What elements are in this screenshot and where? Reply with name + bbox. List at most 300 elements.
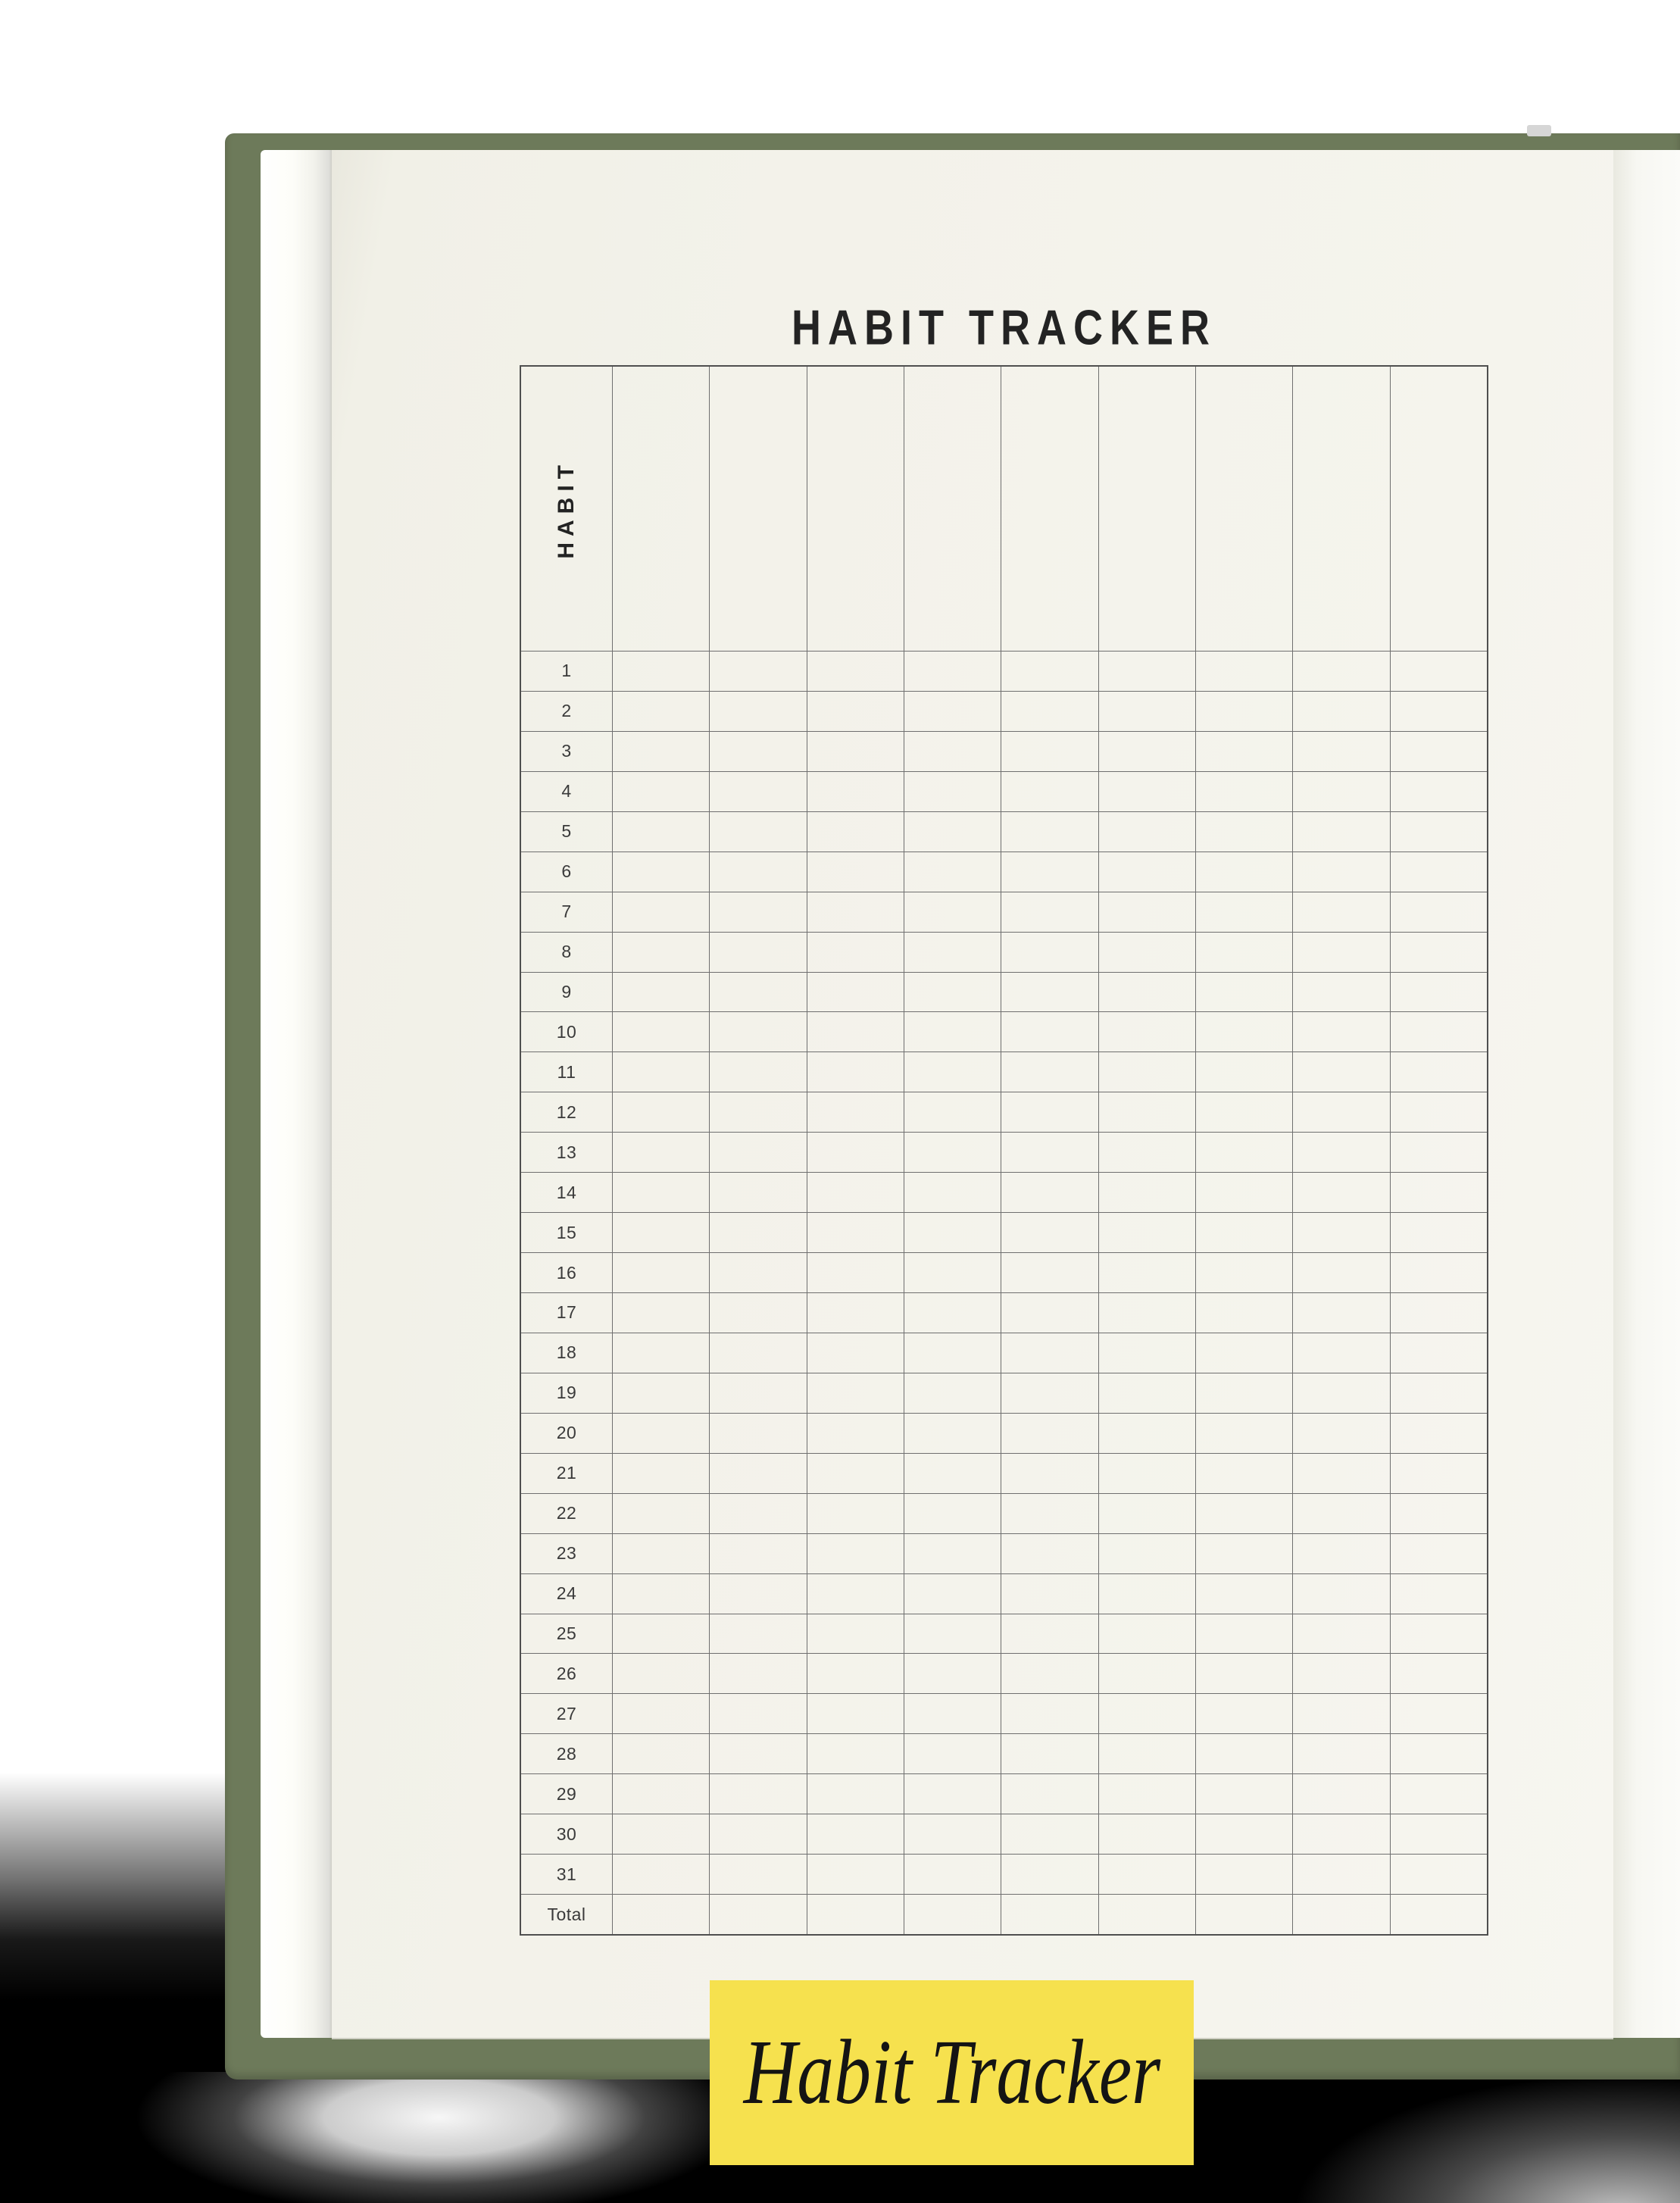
day-cell xyxy=(1391,772,1487,811)
day-cell xyxy=(710,1213,807,1252)
day-cell xyxy=(1099,692,1196,731)
row-label: 15 xyxy=(521,1213,613,1252)
day-cell xyxy=(1001,1574,1098,1614)
day-cell xyxy=(1391,1855,1487,1894)
day-cell xyxy=(1391,732,1487,771)
day-cell xyxy=(710,1373,807,1413)
day-cell xyxy=(904,1012,1001,1052)
day-cell xyxy=(1391,1534,1487,1573)
day-cell xyxy=(1196,933,1293,972)
day-cell xyxy=(1099,892,1196,932)
day-cell xyxy=(1001,1895,1098,1934)
day-cell xyxy=(807,852,904,892)
day-cell xyxy=(1196,1534,1293,1573)
table-row xyxy=(521,892,1487,932)
day-cell xyxy=(1293,1814,1390,1854)
day-cell xyxy=(904,1895,1001,1934)
table-row xyxy=(521,1413,1487,1453)
day-cell xyxy=(613,1654,710,1693)
day-cell xyxy=(1001,1414,1098,1453)
table-row xyxy=(521,1212,1487,1252)
day-cell xyxy=(710,1694,807,1733)
day-cell xyxy=(613,1213,710,1252)
day-cell xyxy=(613,812,710,852)
day-cell xyxy=(1099,1092,1196,1132)
day-cell xyxy=(1391,812,1487,852)
row-label: 4 xyxy=(521,772,613,811)
day-cell xyxy=(1099,1454,1196,1493)
row-label: 2 xyxy=(521,692,613,731)
day-cell xyxy=(1196,1614,1293,1654)
day-cell xyxy=(613,1173,710,1212)
row-label: 8 xyxy=(521,933,613,972)
row-label: 12 xyxy=(521,1092,613,1132)
day-cell xyxy=(1293,1092,1390,1132)
day-cell xyxy=(904,812,1001,852)
day-cell xyxy=(1099,1333,1196,1373)
table-row xyxy=(521,1292,1487,1333)
row-label: 3 xyxy=(521,732,613,771)
day-cell xyxy=(807,1293,904,1333)
row-label: 9 xyxy=(521,973,613,1012)
day-cell xyxy=(1391,1895,1487,1934)
day-cell xyxy=(1001,1373,1098,1413)
day-cell xyxy=(1099,1774,1196,1814)
day-cell xyxy=(710,1052,807,1092)
day-cell xyxy=(1293,1414,1390,1453)
day-cell xyxy=(1391,1173,1487,1212)
day-cell xyxy=(1196,852,1293,892)
day-cell xyxy=(1001,1253,1098,1292)
day-cell xyxy=(1196,1414,1293,1453)
day-cell xyxy=(1099,1414,1196,1453)
habit-name-cell xyxy=(807,367,904,651)
table-row xyxy=(521,651,1487,691)
day-cell xyxy=(1001,1173,1098,1212)
page-stack-right-edge xyxy=(1613,150,1680,2038)
day-cell xyxy=(710,692,807,731)
day-cell xyxy=(1391,1012,1487,1052)
day-cell xyxy=(904,1052,1001,1092)
habit-column-header: HABIT xyxy=(521,367,613,651)
day-cell xyxy=(1099,933,1196,972)
day-cell xyxy=(1001,1454,1098,1493)
day-cell xyxy=(710,732,807,771)
day-cell xyxy=(1293,1213,1390,1252)
row-label: 6 xyxy=(521,852,613,892)
day-cell xyxy=(1001,1814,1098,1854)
day-cell xyxy=(1391,692,1487,731)
day-cell xyxy=(613,692,710,731)
day-cell xyxy=(1293,1574,1390,1614)
day-cell xyxy=(1391,1293,1487,1333)
day-cell xyxy=(807,1774,904,1814)
day-cell xyxy=(710,1774,807,1814)
row-label: 10 xyxy=(521,1012,613,1052)
day-cell xyxy=(1196,692,1293,731)
day-cell xyxy=(1293,852,1390,892)
day-cell xyxy=(807,933,904,972)
row-label: 22 xyxy=(521,1494,613,1533)
day-cell xyxy=(904,1734,1001,1773)
day-cell xyxy=(1391,1494,1487,1533)
row-label: 29 xyxy=(521,1774,613,1814)
day-cell xyxy=(807,1574,904,1614)
day-cell xyxy=(710,1293,807,1333)
day-cell xyxy=(1099,1534,1196,1573)
day-cell xyxy=(1391,1092,1487,1132)
day-cell xyxy=(1293,1614,1390,1654)
day-cell xyxy=(1293,732,1390,771)
day-cell xyxy=(1196,973,1293,1012)
row-label: 5 xyxy=(521,812,613,852)
table-row xyxy=(521,972,1487,1012)
day-cell xyxy=(1293,1694,1390,1733)
day-cell xyxy=(613,1092,710,1132)
row-label: 17 xyxy=(521,1293,613,1333)
product-caption-badge: Habit Tracker xyxy=(710,1980,1194,2165)
day-cell xyxy=(807,1494,904,1533)
day-cell xyxy=(904,1814,1001,1854)
day-cell xyxy=(1001,692,1098,731)
day-cell xyxy=(1196,1293,1293,1333)
habit-name-cell xyxy=(904,367,1001,651)
day-cell xyxy=(613,1614,710,1654)
day-cell xyxy=(904,1293,1001,1333)
table-row xyxy=(521,1011,1487,1052)
day-cell xyxy=(1099,1012,1196,1052)
day-cell xyxy=(1391,973,1487,1012)
habit-name-cell xyxy=(1391,367,1487,651)
table-row xyxy=(521,1614,1487,1654)
day-cell xyxy=(807,892,904,932)
day-cell xyxy=(1391,1133,1487,1172)
table-row xyxy=(521,1773,1487,1814)
row-label: 16 xyxy=(521,1253,613,1292)
day-cell xyxy=(613,1694,710,1733)
day-cell xyxy=(710,1814,807,1854)
day-cell xyxy=(710,933,807,972)
day-cell xyxy=(1001,1333,1098,1373)
day-cell xyxy=(1196,812,1293,852)
day-cell xyxy=(1099,1614,1196,1654)
day-cell xyxy=(1293,692,1390,731)
day-cell xyxy=(613,1574,710,1614)
day-cell xyxy=(613,1494,710,1533)
day-cell xyxy=(1391,852,1487,892)
day-cell xyxy=(807,1052,904,1092)
day-cell xyxy=(1001,892,1098,932)
day-cell xyxy=(1293,1774,1390,1814)
habit-tracker-table xyxy=(520,365,1488,1936)
row-label: 28 xyxy=(521,1734,613,1773)
day-cell xyxy=(1293,1454,1390,1493)
day-cell xyxy=(613,1855,710,1894)
day-cell xyxy=(710,652,807,691)
day-cell xyxy=(1196,1774,1293,1814)
table-row xyxy=(521,731,1487,771)
day-cell xyxy=(904,732,1001,771)
day-cell xyxy=(1099,652,1196,691)
day-cell xyxy=(1001,933,1098,972)
day-cell xyxy=(710,772,807,811)
day-cell xyxy=(1196,1373,1293,1413)
row-label: 19 xyxy=(521,1373,613,1413)
day-cell xyxy=(613,1133,710,1172)
day-cell xyxy=(613,1293,710,1333)
row-label: 20 xyxy=(521,1414,613,1453)
day-cell xyxy=(904,892,1001,932)
row-label: 7 xyxy=(521,892,613,932)
day-cell xyxy=(1293,1494,1390,1533)
day-cell xyxy=(710,812,807,852)
habit-name-cell xyxy=(1099,367,1196,651)
day-cell xyxy=(1001,1694,1098,1733)
day-cell xyxy=(1001,1534,1098,1573)
day-cell xyxy=(1196,1012,1293,1052)
habit-name-cell xyxy=(613,367,710,651)
day-cell xyxy=(1196,1052,1293,1092)
day-cell xyxy=(710,1173,807,1212)
table-row xyxy=(521,1052,1487,1092)
row-label: 31 xyxy=(521,1855,613,1894)
day-cell xyxy=(904,1133,1001,1172)
day-cell xyxy=(904,1855,1001,1894)
day-cell xyxy=(710,1253,807,1292)
day-cell xyxy=(1391,1574,1487,1614)
day-cell xyxy=(710,1654,807,1693)
day-cell xyxy=(1099,1814,1196,1854)
left-shadow-wedge xyxy=(0,1773,227,2076)
day-cell xyxy=(1001,1494,1098,1533)
day-cell xyxy=(710,1614,807,1654)
day-cell xyxy=(1001,772,1098,811)
day-cell xyxy=(1293,1373,1390,1413)
day-cell xyxy=(1293,1654,1390,1693)
row-label: 21 xyxy=(521,1454,613,1493)
day-cell xyxy=(904,1654,1001,1693)
day-cell xyxy=(1391,652,1487,691)
day-cell xyxy=(613,732,710,771)
day-cell xyxy=(1196,1734,1293,1773)
table-row xyxy=(521,691,1487,731)
day-cell xyxy=(710,1454,807,1493)
day-cell xyxy=(904,1494,1001,1533)
day-cell xyxy=(613,973,710,1012)
day-cell xyxy=(1293,772,1390,811)
day-cell xyxy=(1099,1734,1196,1773)
day-cell xyxy=(904,1333,1001,1373)
day-cell xyxy=(1001,1052,1098,1092)
day-cell xyxy=(1001,1133,1098,1172)
day-cell xyxy=(807,1855,904,1894)
day-cell xyxy=(1001,732,1098,771)
table-row xyxy=(521,1092,1487,1132)
day-cell xyxy=(710,1574,807,1614)
table-row xyxy=(521,1453,1487,1493)
day-cell xyxy=(904,1614,1001,1654)
day-cell xyxy=(613,1414,710,1453)
day-cell xyxy=(1001,973,1098,1012)
day-cell xyxy=(904,772,1001,811)
day-cell xyxy=(1293,1133,1390,1172)
day-cell xyxy=(1391,1333,1487,1373)
day-cell xyxy=(1196,1494,1293,1533)
day-cell xyxy=(904,973,1001,1012)
day-cell xyxy=(710,1895,807,1934)
row-label: Total xyxy=(521,1895,613,1934)
day-cell xyxy=(1099,772,1196,811)
day-cell xyxy=(1196,1253,1293,1292)
table-row xyxy=(521,1373,1487,1413)
day-cell xyxy=(807,1895,904,1934)
day-cell xyxy=(1391,933,1487,972)
page-stack-left-edge xyxy=(261,150,332,2038)
table-header-row xyxy=(521,367,1487,651)
day-cell xyxy=(613,1774,710,1814)
day-cell xyxy=(613,652,710,691)
row-label: 18 xyxy=(521,1333,613,1373)
day-cell xyxy=(1293,1734,1390,1773)
page-tab-mark xyxy=(1527,125,1551,136)
day-cell xyxy=(1293,1895,1390,1934)
day-cell xyxy=(1099,1855,1196,1894)
day-cell xyxy=(613,772,710,811)
day-cell xyxy=(1391,1734,1487,1773)
day-cell xyxy=(1196,1814,1293,1854)
day-cell xyxy=(1196,892,1293,932)
day-cell xyxy=(613,1012,710,1052)
table-row xyxy=(521,932,1487,972)
day-cell xyxy=(1391,1414,1487,1453)
day-cell xyxy=(613,1052,710,1092)
day-cell xyxy=(1196,1454,1293,1493)
day-cell xyxy=(1196,1694,1293,1733)
day-cell xyxy=(1099,973,1196,1012)
day-cell xyxy=(613,892,710,932)
day-cell xyxy=(1196,1213,1293,1252)
day-cell xyxy=(1293,812,1390,852)
day-cell xyxy=(807,1373,904,1413)
day-cell xyxy=(613,1333,710,1373)
day-cell xyxy=(1099,1494,1196,1533)
table-row xyxy=(521,1854,1487,1894)
day-cell xyxy=(710,1092,807,1132)
day-cell xyxy=(904,1454,1001,1493)
habit-name-cell xyxy=(1196,367,1293,651)
day-cell xyxy=(1099,1173,1196,1212)
day-cell xyxy=(1099,1654,1196,1693)
day-cell xyxy=(710,1494,807,1533)
table-row xyxy=(521,1493,1487,1533)
day-cell xyxy=(904,1213,1001,1252)
day-cell xyxy=(613,1373,710,1413)
day-cell xyxy=(1391,1654,1487,1693)
day-cell xyxy=(1001,1293,1098,1333)
day-cell xyxy=(1099,1133,1196,1172)
table-row xyxy=(521,1894,1487,1934)
row-label: 14 xyxy=(521,1173,613,1212)
day-cell xyxy=(1196,1333,1293,1373)
day-cell xyxy=(807,1414,904,1453)
day-cell xyxy=(710,973,807,1012)
day-cell xyxy=(807,1654,904,1693)
row-label: 26 xyxy=(521,1654,613,1693)
day-cell xyxy=(1391,1052,1487,1092)
day-cell xyxy=(904,852,1001,892)
day-cell xyxy=(807,1092,904,1132)
day-cell xyxy=(1391,1454,1487,1493)
table-row xyxy=(521,1573,1487,1614)
day-cell xyxy=(1099,1373,1196,1413)
day-cell xyxy=(904,933,1001,972)
day-cell xyxy=(904,1173,1001,1212)
day-cell xyxy=(807,1694,904,1733)
day-cell xyxy=(1391,1213,1487,1252)
day-cell xyxy=(807,1173,904,1212)
day-cell xyxy=(710,892,807,932)
day-cell xyxy=(1196,1654,1293,1693)
day-cell xyxy=(1099,1213,1196,1252)
day-cell xyxy=(807,1213,904,1252)
row-label: 30 xyxy=(521,1814,613,1854)
day-cell xyxy=(1099,1895,1196,1934)
table-row xyxy=(521,1252,1487,1292)
row-label: 1 xyxy=(521,652,613,691)
day-cell xyxy=(1293,1012,1390,1052)
day-cell xyxy=(1391,1373,1487,1413)
day-cell xyxy=(1391,1774,1487,1814)
day-cell xyxy=(1099,1052,1196,1092)
day-cell xyxy=(1196,1574,1293,1614)
row-label: 23 xyxy=(521,1534,613,1573)
day-cell xyxy=(613,1454,710,1493)
page-title: HABIT TRACKER xyxy=(792,301,1216,355)
day-cell xyxy=(1293,1253,1390,1292)
day-cell xyxy=(1391,1814,1487,1854)
day-cell xyxy=(904,1092,1001,1132)
day-cell xyxy=(807,812,904,852)
table-row xyxy=(521,1733,1487,1773)
day-cell xyxy=(904,1414,1001,1453)
day-cell xyxy=(1391,1694,1487,1733)
day-cell xyxy=(613,933,710,972)
day-cell xyxy=(807,1454,904,1493)
day-cell xyxy=(1196,1895,1293,1934)
day-cell xyxy=(904,692,1001,731)
day-cell xyxy=(1001,1614,1098,1654)
day-cell xyxy=(613,1534,710,1573)
day-cell xyxy=(1099,1694,1196,1733)
day-cell xyxy=(710,1333,807,1373)
day-cell xyxy=(1001,1774,1098,1814)
day-cell xyxy=(1293,1534,1390,1573)
day-cell xyxy=(1391,892,1487,932)
day-cell xyxy=(1293,892,1390,932)
table-row xyxy=(521,1653,1487,1693)
day-cell xyxy=(904,1534,1001,1573)
row-label: 13 xyxy=(521,1133,613,1172)
day-cell xyxy=(807,1734,904,1773)
table-row xyxy=(521,771,1487,811)
day-cell xyxy=(1293,1052,1390,1092)
day-cell xyxy=(904,652,1001,691)
day-cell xyxy=(807,692,904,731)
day-cell xyxy=(1196,652,1293,691)
day-cell xyxy=(807,732,904,771)
day-cell xyxy=(613,1814,710,1854)
day-cell xyxy=(1099,732,1196,771)
